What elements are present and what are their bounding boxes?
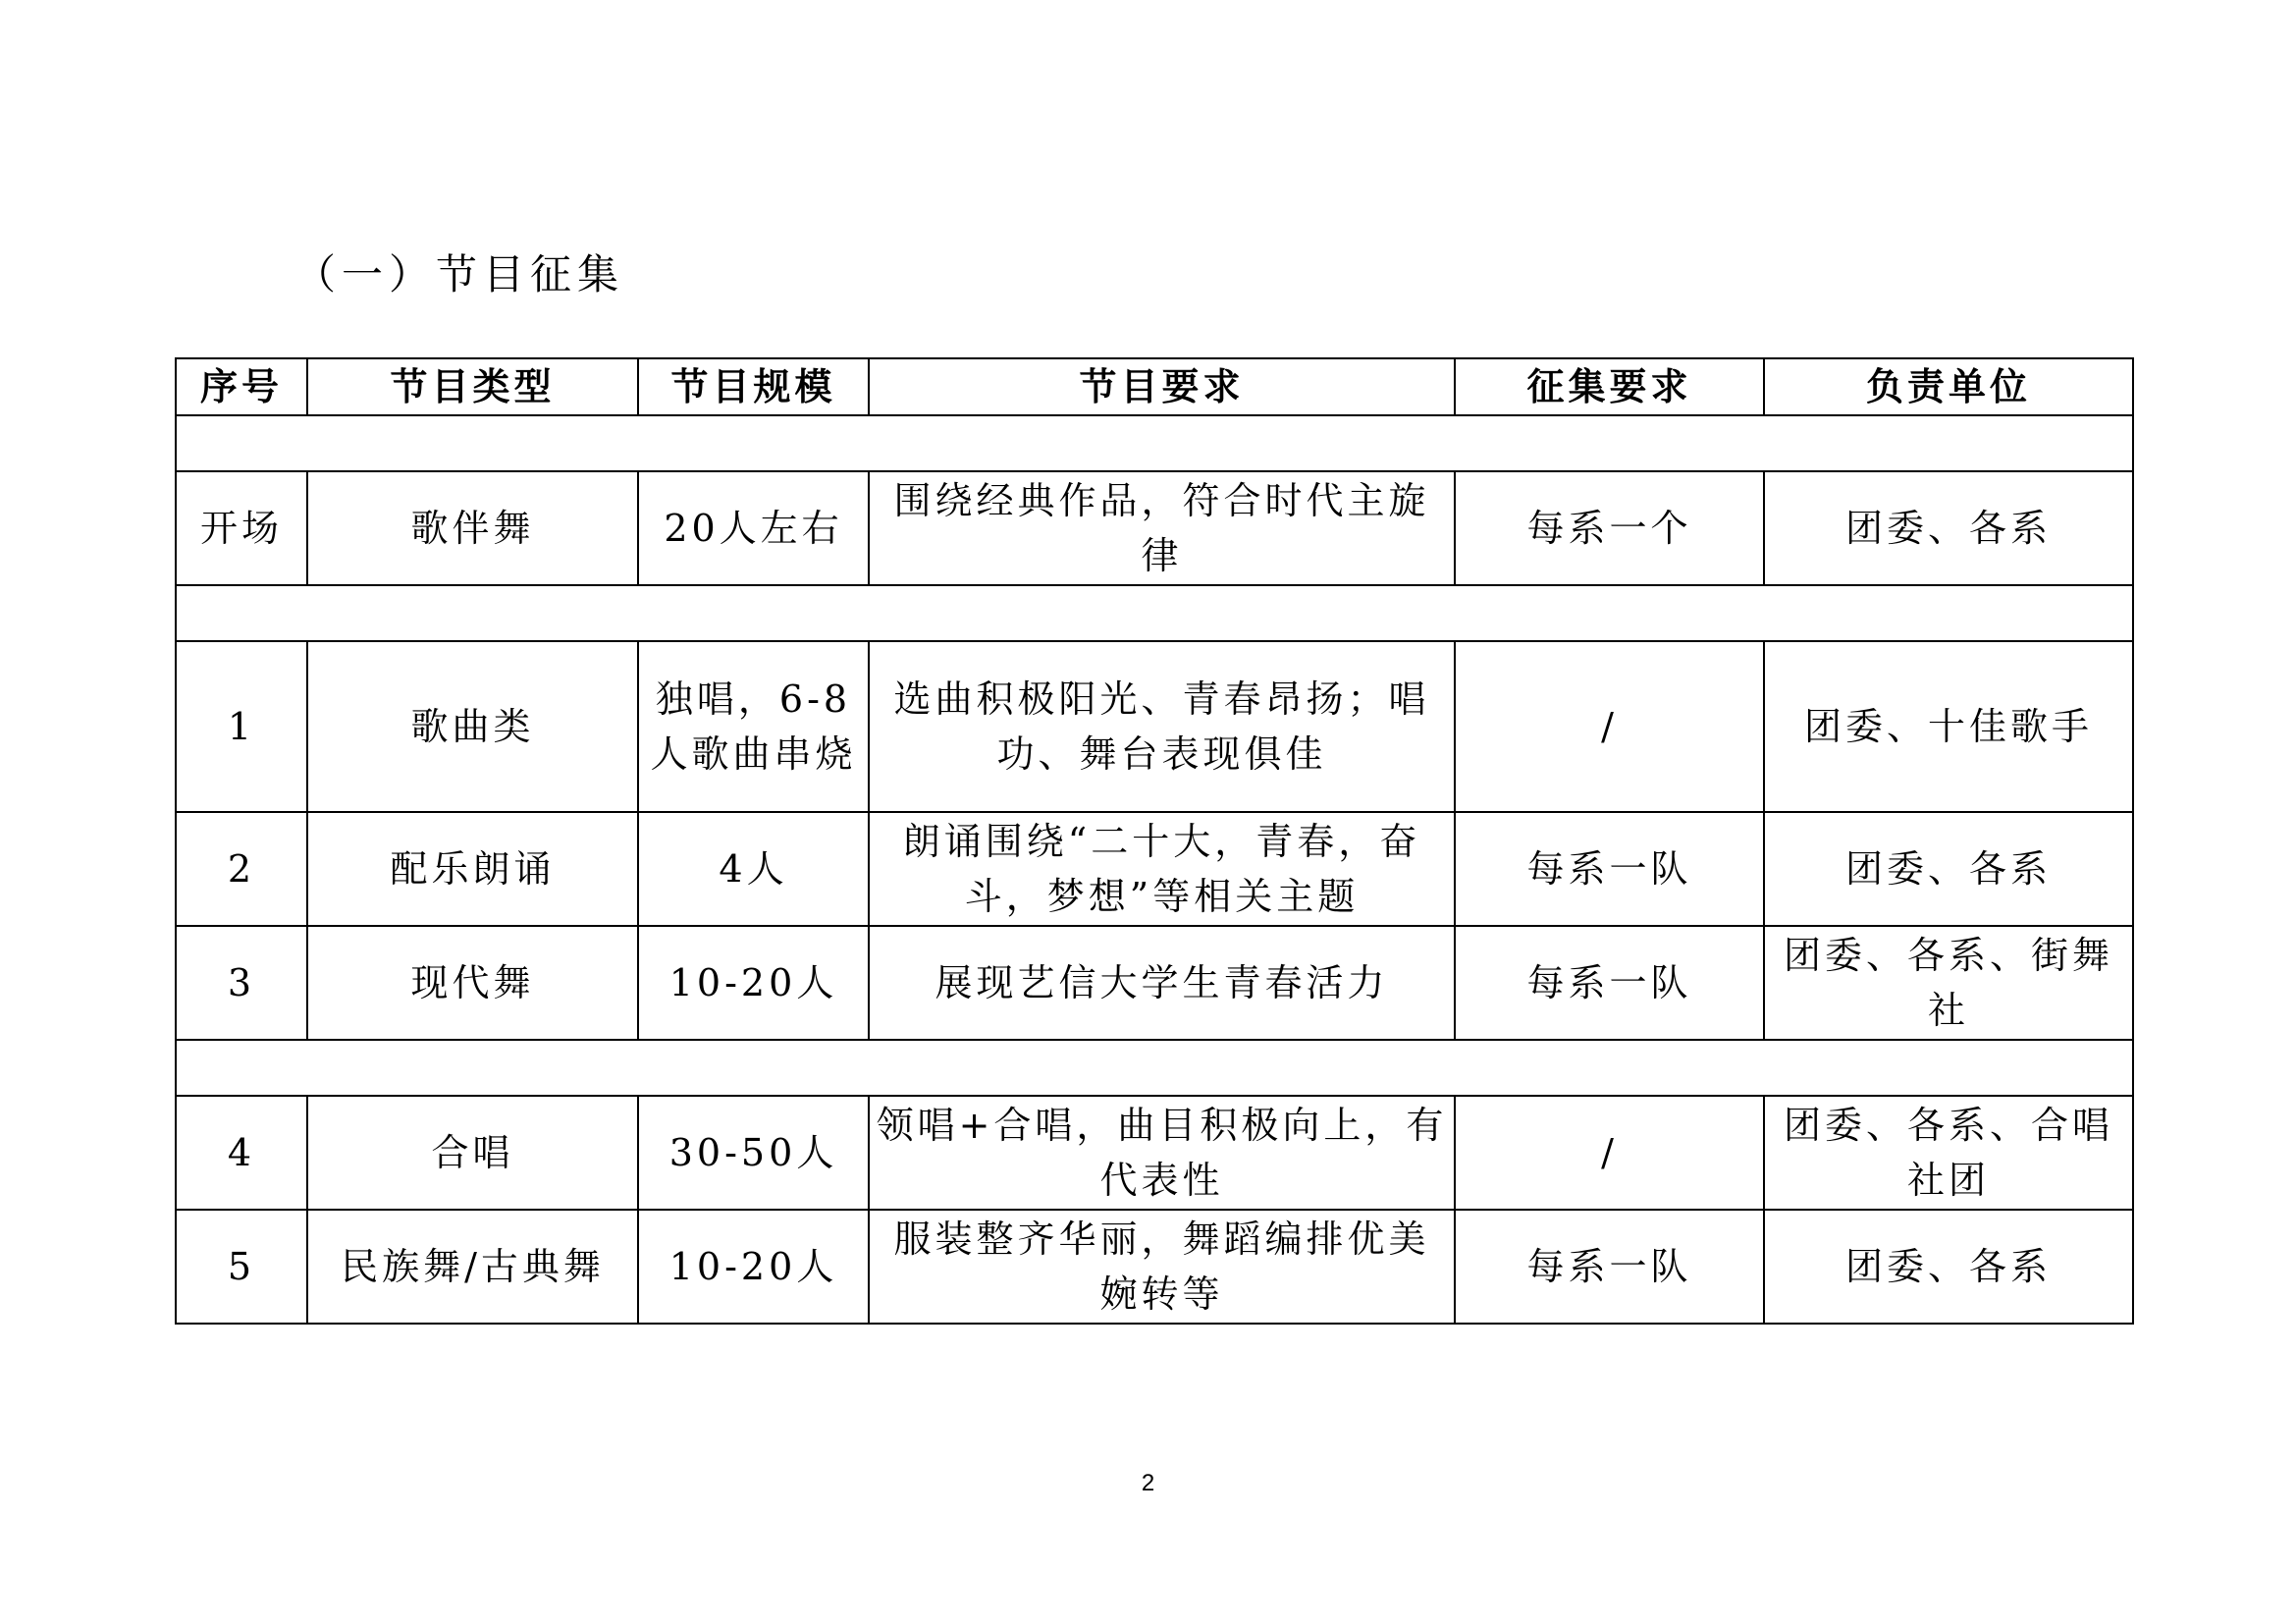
cell-requirement: 朗诵围绕“二十大，青春，奋斗，梦想”等相关主题 <box>869 812 1455 926</box>
cell-requirement: 服装整齐华丽，舞蹈编排优美婉转等 <box>869 1210 1455 1324</box>
cell-type: 歌伴舞 <box>307 471 638 585</box>
cell-unit: 团委、十佳歌手 <box>1764 641 2133 812</box>
cell-scale: 10-20人 <box>638 926 869 1040</box>
cell-type: 歌曲类 <box>307 641 638 812</box>
cell-collection: 每系一个 <box>1455 471 1764 585</box>
header-no: 序号 <box>176 358 307 415</box>
cell-no: 5 <box>176 1210 307 1324</box>
header-scale: 节目规模 <box>638 358 869 415</box>
header-unit: 负责单位 <box>1764 358 2133 415</box>
cell-unit: 团委、各系 <box>1764 471 2133 585</box>
cell-requirement: 展现艺信大学生青春活力 <box>869 926 1455 1040</box>
cell-type: 配乐朗诵 <box>307 812 638 926</box>
cell-no: 2 <box>176 812 307 926</box>
cell-type: 民族舞/古典舞 <box>307 1210 638 1324</box>
spacer-row <box>176 1040 2133 1096</box>
cell-type: 合唱 <box>307 1096 638 1210</box>
cell-no: 3 <box>176 926 307 1040</box>
table-row <box>176 1210 2133 1324</box>
spacer-row <box>176 585 2133 641</box>
spacer-cell <box>176 415 2133 471</box>
cell-requirement: 领唱+合唱，曲目积极向上，有代表性 <box>869 1096 1455 1210</box>
cell-scale: 20人左右 <box>638 471 869 585</box>
spacer-cell <box>176 585 2133 641</box>
table-row <box>176 471 2133 585</box>
spacer-row <box>176 415 2133 471</box>
cell-scale: 10-20人 <box>638 1210 869 1324</box>
cell-collection: / <box>1455 641 1764 812</box>
cell-no: 开场 <box>176 471 307 585</box>
table-row <box>176 1096 2133 1210</box>
cell-unit: 团委、各系 <box>1764 812 2133 926</box>
cell-requirement: 围绕经典作品，符合时代主旋律 <box>869 471 1455 585</box>
table-header-row <box>176 358 2133 415</box>
header-type: 节目类型 <box>307 358 638 415</box>
cell-unit: 团委、各系、街舞社 <box>1764 926 2133 1040</box>
table-row <box>176 641 2133 812</box>
cell-unit: 团委、各系、合唱社团 <box>1764 1096 2133 1210</box>
cell-unit: 团委、各系 <box>1764 1210 2133 1324</box>
spacer-cell <box>176 1040 2133 1096</box>
cell-collection: 每系一队 <box>1455 926 1764 1040</box>
table-row <box>176 926 2133 1040</box>
cell-scale: 4人 <box>638 812 869 926</box>
cell-no: 1 <box>176 641 307 812</box>
cell-no: 4 <box>176 1096 307 1210</box>
cell-requirement: 选曲积极阳光、青春昂扬；唱功、舞台表现俱佳 <box>869 641 1455 812</box>
cell-collection: / <box>1455 1096 1764 1210</box>
header-collection: 征集要求 <box>1455 358 1764 415</box>
table-row <box>176 812 2133 926</box>
cell-scale: 30-50人 <box>638 1096 869 1210</box>
section-heading: （一）节目征集 <box>294 250 625 298</box>
cell-type: 现代舞 <box>307 926 638 1040</box>
header-requirement: 节目要求 <box>869 358 1455 415</box>
page-number: 2 <box>1141 1470 1155 1496</box>
program-table <box>175 357 2134 1325</box>
cell-collection: 每系一队 <box>1455 812 1764 926</box>
cell-scale: 独唱，6-8人歌曲串烧 <box>638 641 869 812</box>
cell-collection: 每系一队 <box>1455 1210 1764 1324</box>
